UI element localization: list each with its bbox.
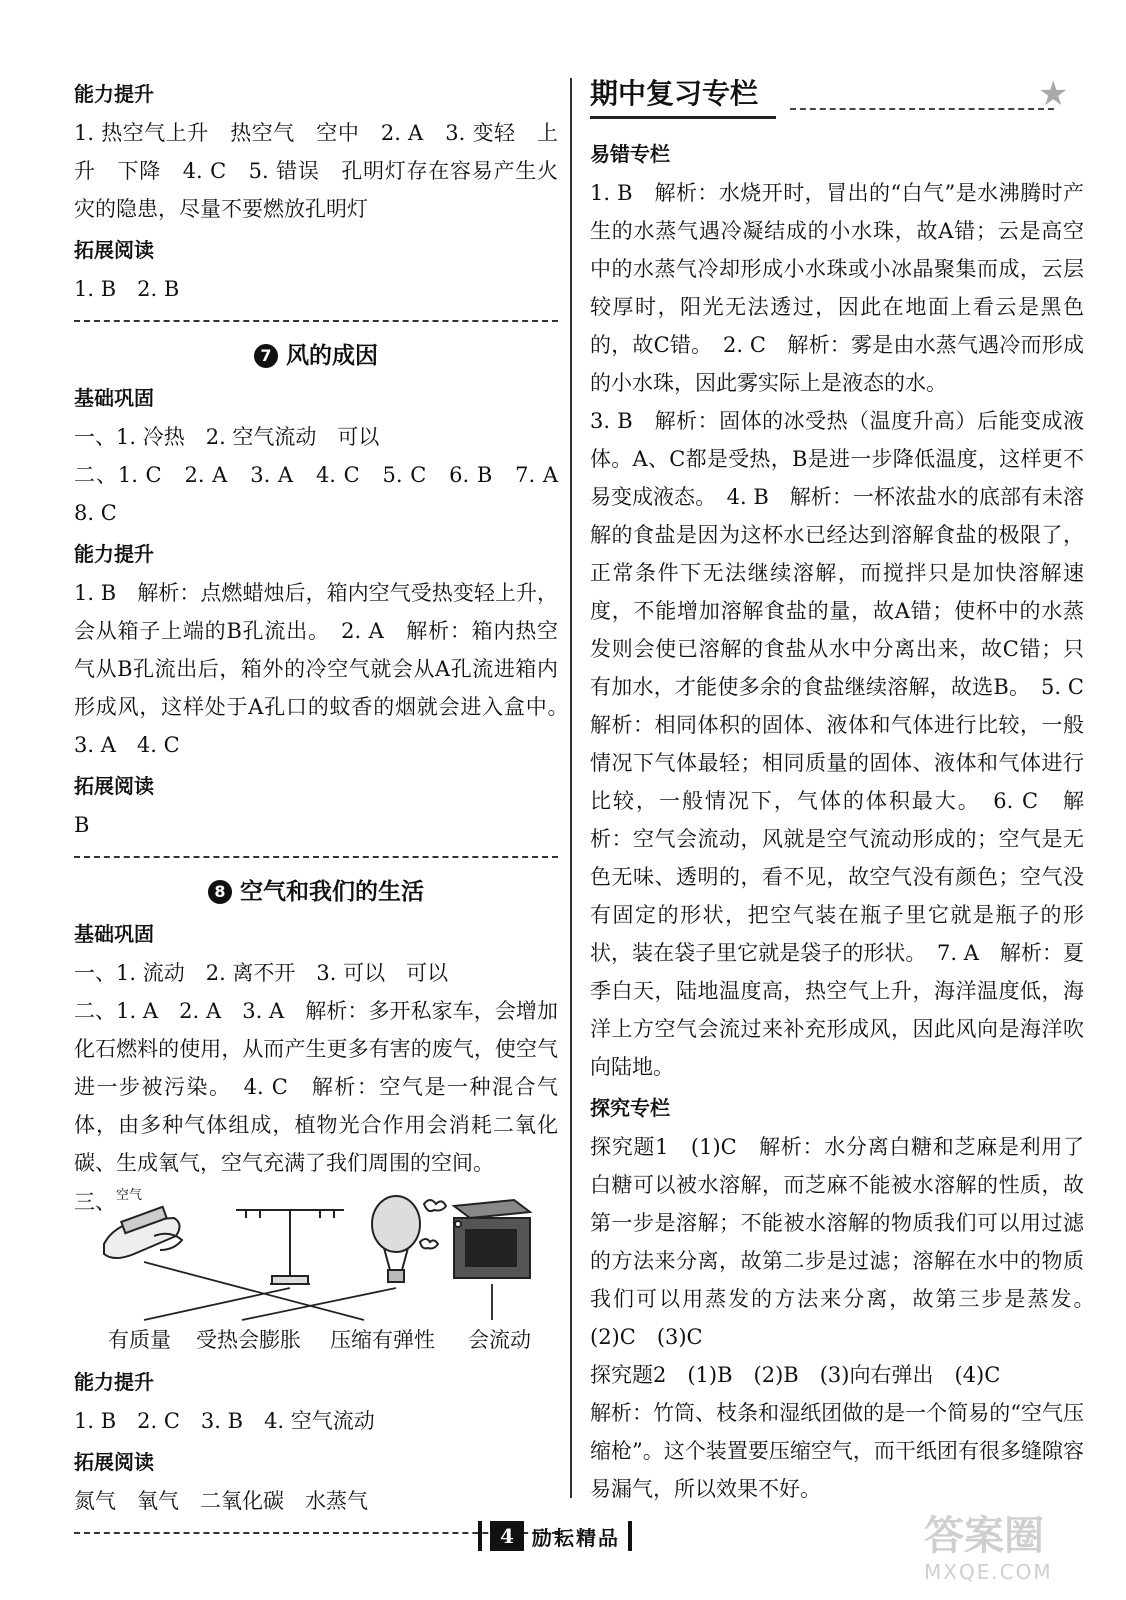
section-heading: 能力提升 [74, 1370, 154, 1394]
right-column [590, 72, 1105, 1508]
answer-text: 氮气 氧气 二氧化碳 水蒸气 [74, 1489, 368, 1513]
lesson-title-text: 风的成因 [286, 343, 378, 369]
answer-text: 3. B 解析：固体的冰受热（温度升高）后能变成液体。A、C都是受热，B是进一步降低温度，这样更不易变成液态。 4. B 解析：一杯浓盐水的底部有未溶解的食盐是因为这杯水已经达到溶解食盐的极限了，正常条件下无法继续溶解，而搅拌只是加快溶解速度，不能增加溶解食盐的量，故A错；使杯中的水蒸发则会使已溶解的食盐从水中分离出来，故C错；只有加水，才能使多余的食盐继续溶解，故选B。 5. C 解析：相同体积的固体、液体和气体进行比较，一般情况下气体最轻；相同质量的固体、液体和气体进行比较，一般情况下，气体的体积最大。 6. C 解析：空气会流动，风就是空气流动形成的；空气是无色无味、透明的，看不见，故空气没有颜色；空气没有固定的形状，把空气装在瓶子里它就是瓶子的形状，装在袋子里它就是袋子的形状。 7. A 解析：夏季白天，陆地温度高，热空气上升，海洋温度低，海洋上方空气会流过来补充形成风，因此风向是海洋吹向陆地。 [590, 409, 1105, 1079]
lesson-title [74, 336, 558, 376]
match-option: 压缩有弹性 [330, 1328, 435, 1352]
section-heading: 基础巩固 [74, 386, 154, 410]
section-heading: 拓展阅读 [74, 774, 154, 798]
question-label: 三、 [74, 1190, 116, 1214]
watermark [924, 1512, 1114, 1592]
answer-text: 1. B 2. B [74, 277, 180, 301]
answer-text: 解析：竹筒、枝条和湿纸团做的是一个简易的“空气压缩枪”。这个装置要压缩空气，而干纸团有很多缝隙容易漏气，所以效果不好。 [590, 1401, 1084, 1501]
footer-bar [628, 1521, 632, 1551]
box-experiment-illustration [454, 1200, 530, 1278]
answer-text: 一、1. 流动 2. 离不开 3. 可以 可以 [74, 961, 449, 985]
lesson-title-text: 空气和我们的生活 [240, 879, 424, 905]
watermark-url: MXQE.COM [924, 1560, 1053, 1584]
watermark-text: 答案圈 [924, 1513, 1044, 1559]
star-icon: ★ [1038, 74, 1069, 114]
answer-text: B [74, 813, 90, 837]
image-caption: 空气 [116, 1188, 143, 1203]
lesson-number-badge: 7 [254, 344, 278, 368]
section-heading: 探究专栏 [590, 1096, 670, 1120]
brand-name: 励耘精品 [532, 1525, 620, 1550]
section-heading: 能力提升 [74, 82, 154, 106]
answer-text: 1. B 解析：点燃蜡烛后，箱内空气受热变轻上升，会从箱子上端的B孔流出。 2. A 解析：箱内热空气从B孔流出后，箱外的冷空气就会从A孔流进箱内形成风，这样处于A孔口的蚊香的烟就会进入盒中。 3. A 4. C [74, 581, 579, 757]
banner-dashed-line [790, 108, 1054, 110]
matching-diagram [74, 1184, 558, 1360]
dashed-divider [74, 320, 558, 322]
section-heading: 拓展阅读 [74, 238, 154, 262]
match-option: 有质量 [108, 1328, 171, 1352]
section-heading: 基础巩固 [74, 922, 154, 946]
left-column [74, 72, 579, 1548]
section-heading: 拓展阅读 [74, 1450, 154, 1474]
review-banner [590, 72, 1084, 126]
hot-air-balloon-illustration [372, 1196, 446, 1282]
footer-bar [478, 1521, 482, 1551]
banner-title: 期中复习专栏 [590, 72, 776, 119]
section-heading: 易错专栏 [590, 142, 670, 166]
answer-text: 二、1. A 2. A 3. A 解析：多开私家车，会增加化石燃料的使用，从而产生更多有害的废气，使空气进一步被污染。 4. C 解析：空气是一种混合气体，由多种气体组成，植物光合作用会消耗二氧化碳、生成氧气，空气充满了我们周围的空间。 [74, 999, 558, 1175]
answer-text: 1. B 2. C 3. B 4. 空气流动 [74, 1409, 375, 1433]
dashed-divider [74, 856, 558, 858]
lesson-title [74, 872, 558, 912]
answer-text: 1. B 解析：水烧开时，冒出的“白气”是水沸腾时产生的水蒸气遇冷凝结成的小水珠，故A错；云是高空中的水蒸气冷却形成小水珠或小冰晶聚集而成，云层较厚时，阳光无法透过，因此在地面上看云是黑色的，故C错。 2. C 解析：雾是由水蒸气遇冷而形成的小水珠，因此雾实际上是液态的水。 [590, 181, 1084, 395]
match-option: 受热会膨胀 [196, 1328, 301, 1352]
answer-text: 1. 热空气上升 热空气 空中 2. A 3. 变轻 上升 下降 4. C 5. 错误 孔明灯存在容易产生火灾的隐患，尽量不要燃放孔明灯 [74, 121, 558, 221]
section-heading: 能力提升 [74, 542, 154, 566]
answer-text: 探究题2 (1)B (2)B (3)向右弹出 (4)C [590, 1363, 1001, 1387]
column-divider [570, 78, 572, 1498]
lesson-number-badge: 8 [208, 880, 232, 904]
matching-lines [144, 1262, 492, 1320]
match-option: 会流动 [468, 1328, 531, 1352]
syringe-hand-illustration [104, 1207, 182, 1258]
answer-text: 一、1. 冷热 2. 空气流动 可以 [74, 425, 380, 449]
answer-text: 二、1. C 2. A 3. A 4. C 5. C 6. B 7. A 8. C [74, 463, 579, 525]
page-number: 4 [490, 1521, 524, 1551]
page-footer [478, 1518, 632, 1554]
answer-text: 探究题1 (1)C 解析：水分离白糖和芝麻是利用了白糖可以被水溶解，而芝麻不能被水溶解的性质，故第一步是溶解；不能被水溶解的物质我们可以用过滤的方法来分离，故第二步是过滤；溶解在水中的物质我们可以用蒸发的方法来分离，故第三步是蒸发。 (2)C (3)C [590, 1135, 1105, 1349]
balance-stand-illustration [236, 1210, 344, 1284]
